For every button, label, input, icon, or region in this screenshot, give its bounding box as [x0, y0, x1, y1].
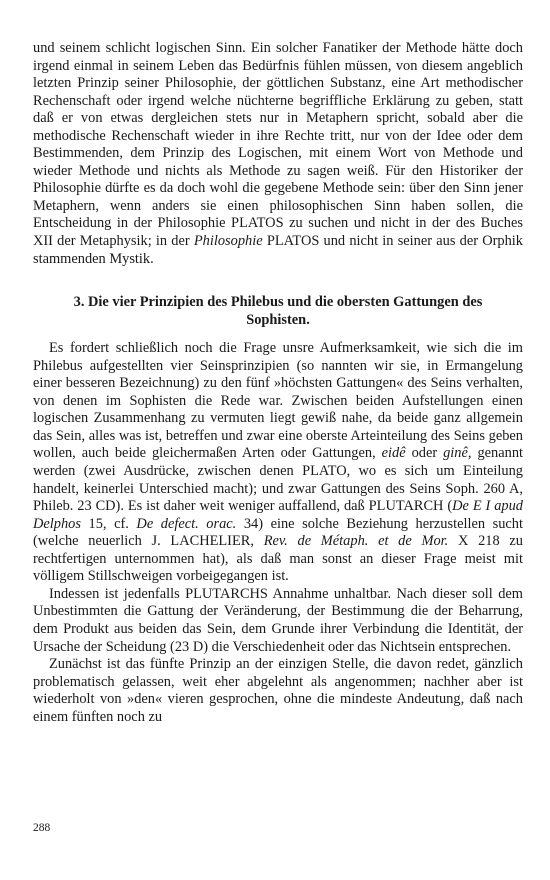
- italic-text: Rev. de Métaph. et de Mor.: [263, 533, 449, 550]
- italic-text: De defect. orac.: [136, 515, 237, 532]
- text-run: 15, cf.: [80, 515, 137, 532]
- paragraph: [33, 40, 523, 268]
- text-run: 34) eine solche Beziehung herzustellen sucht (welche neuerlich J. LACHELIER,: [33, 515, 523, 550]
- italic-text: De E I apud Delphos: [33, 498, 523, 532]
- italic-text: ginê: [443, 445, 468, 462]
- text-run: Indessen ist jedenfalls PLUTARCHS Annahme unhaltbar. Nach dieser soll dem Unbestimmten die Gattung der Veränderung, der Bestimmung die der Beharrung, dem Produkt aus beiden das Sein, dem Grunde ihrer Verbindung die Identität, der Ursache der Scheidung (23 D) die Verschiedenheit oder das Nichtsein entsprechen.: [33, 585, 523, 655]
- text-run: Zunächst ist das fünfte Prinzip an der einzigen Stelle, die davon redet, gänzlich problematisch gelassen, weit eher abgelehnt als angenommen; nachher aber ist wiederholt von »den« vieren gesprochen, ohne die mindeste Andeutung, daß nach einem fünften noch zu: [33, 656, 523, 725]
- paragraph: [33, 340, 523, 586]
- paragraph: [33, 586, 523, 656]
- text-run: , genannt werden (zwei Ausdrücke, zwischen denen PLATO, wo es sich um Einteilung handelt, keinerlei Unterschied macht); und zwar Gattungen des Seins Soph. 260 A, Phileb. 23 CD). Es ist daher weit weniger auffallend, daß PLUTARCH (: [33, 445, 524, 515]
- text-run: oder: [405, 445, 444, 462]
- section-heading: 3. Die vier Prinzipien des Philebus und die obersten Gattungen des Sophisten.: [73, 294, 483, 328]
- text-run: Es fordert schließlich noch die Frage unsre Aufmerksamkeit, wie sich die im Philebus aufgestellten vier Seinsprinzipien (so nannten wir sie, in Ermangelung einer besseren Bezeichnung) zu den fünf »höchsten Gattungen« des Seins verhalten, von denen im Sophisten die Rede war. Zwischen beiden Aufstellungen einen logischen Zusammenhang zu vermuten liegt gewiß nahe, da beide ganz allgemein das Sein, alles was ist, betreffen und zwar eine oberste Arteinteilung des Seins geben wollen, auch beide gleichermaßen Arten oder Gattungen,: [33, 340, 523, 462]
- italic-text: Philosophie: [193, 233, 263, 250]
- text-run: X 218 zu rechtfertigen unternommen hat), als daß man sonst an dieser Frage meist mit völligem Stillschweigen vorbeigegangen ist.: [33, 533, 523, 585]
- page-number: 288: [33, 822, 51, 834]
- text-run: und seinem schlicht logischen Sinn. Ein solcher Fanatiker der Methode hätte doch irgend einmal in seinem Leben das Bedürfnis fühlen müssen, von diesem angeblich letzten Prinzip seiner Philosophie, der göttlichen Substanz, eine Art methodischer Rechenschaft oder irgend welche nüchterne begriffliche Erklärung zu geben, statt daß er von etwas dergleichen stets nur in Metaphern spricht, sobald aber die methodische Rechenschaft wieder in ihre Rechte tritt, nur von der Idee oder dem Bestimmenden, dem Prinzip des Logischen, mit einem Wort von Methode und wieder Methode und nichts als Methode zu sagen weiß. Für den Historiker der Philosophie dürfte es da doch wohl die gegebene Methode sein: über den Sinn jener Metaphern, wenn anders sie einen philosophischen Sinn haben sollen, die Entscheidung in der Philosophie PLATOS zu suchen und nicht in der des Buches XII der Metaphysik; in der: [33, 40, 523, 250]
- body-text: [33, 40, 523, 726]
- italic-text: eidê: [381, 445, 406, 462]
- paragraph: [33, 656, 523, 726]
- text-run: PLATOS und nicht in seiner aus der Orphik stammenden Mystik.: [33, 233, 523, 267]
